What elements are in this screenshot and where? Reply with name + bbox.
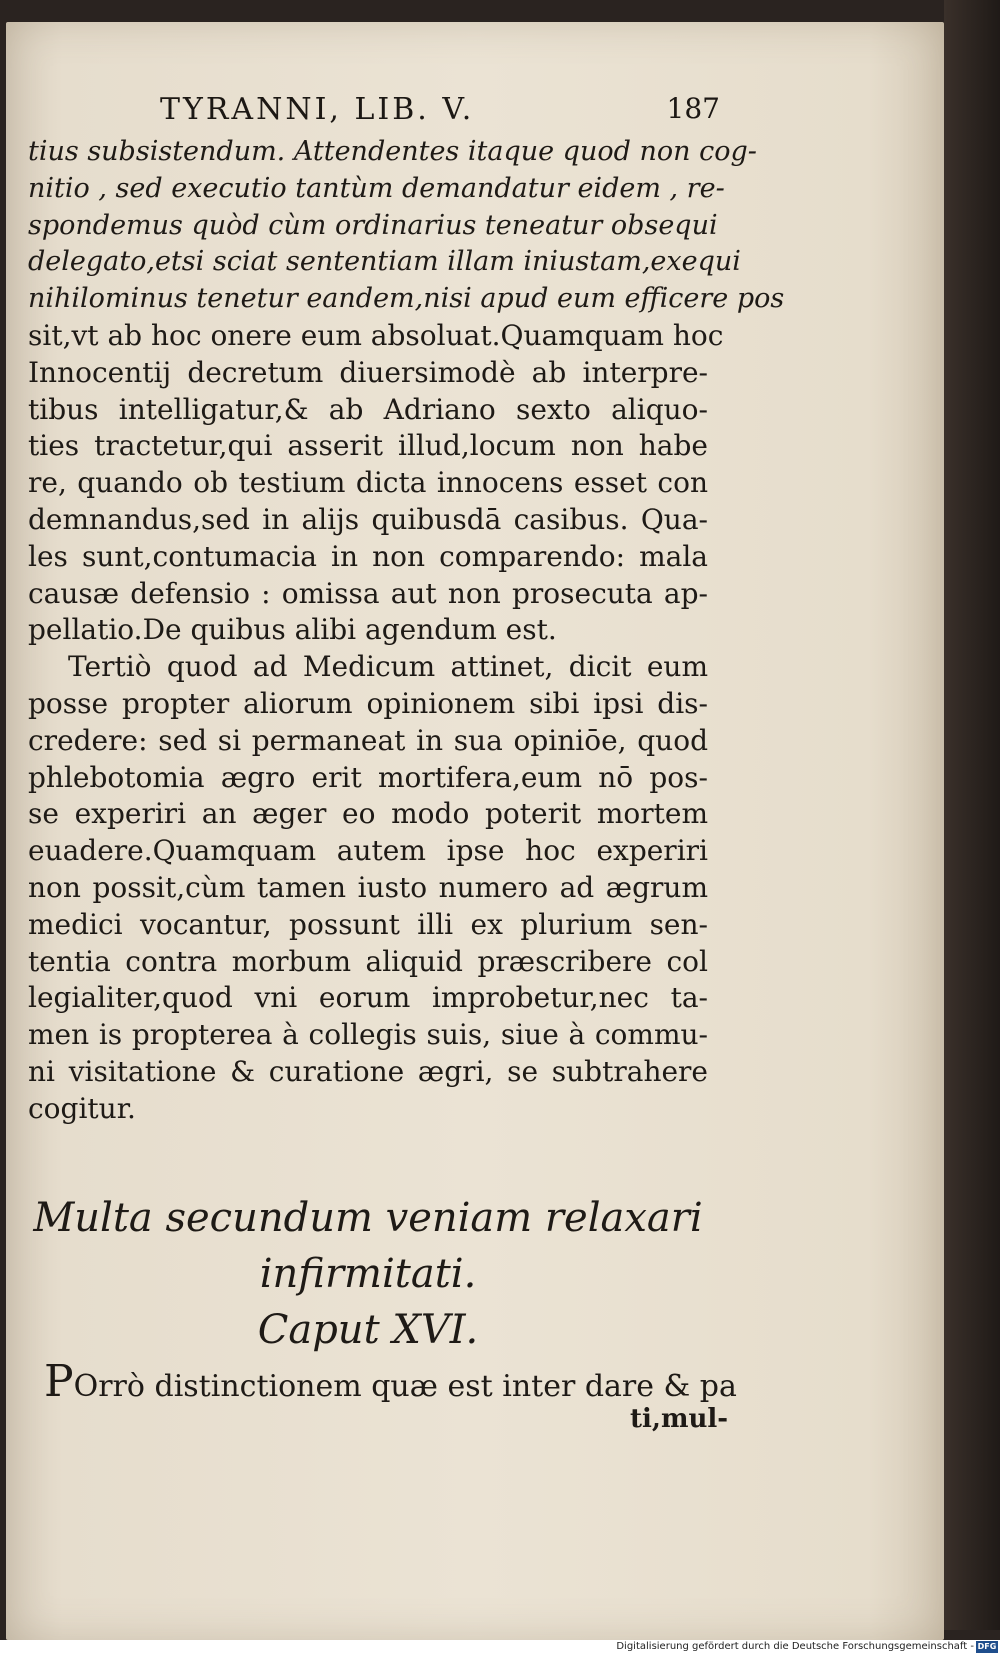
digitization-credit: Digitalisierung gefördert durch die Deutsche Forschungsgemeinschaft - (616, 1641, 974, 1652)
dfg-logo: DFG (977, 1642, 997, 1651)
text-line: demnandus,sed in alijs quibusdā casibus. Qua- (28, 502, 708, 536)
text-line: tius subsistendum. Attendentes itaque quod non cog- (28, 136, 757, 167)
text-line: nihilominus tenetur eandem,nisi apud eum efficere pos (28, 283, 785, 315)
text-line: cogitur. (28, 1091, 136, 1125)
chapter-opening-line (44, 1356, 737, 1407)
text-line: spondemus quòd cùm ordinarius teneatur obsequi (28, 209, 718, 241)
opening-line-text: Orrò distinctionem quæ est inter dare & pa (73, 1369, 737, 1404)
chapter-heading-line-2: infirmitati. (259, 1251, 477, 1297)
text-line: Innocentij decretum diuersimodè ab interpre- (28, 355, 708, 389)
scan-background-edge (944, 0, 1000, 1630)
running-head (160, 92, 720, 132)
chapter-heading (28, 1190, 708, 1358)
chapter-opening (44, 1356, 737, 1407)
text-line: medici vocantur, possunt illi ex plurium sen- (28, 907, 708, 941)
text-line: phlebotomia ægro erit mortifera,eum nō pos- (28, 760, 708, 794)
text-line: men is propterea à collegis suis, siue à commu- (28, 1018, 708, 1052)
running-title: TYRANNI, LIB. V. (160, 92, 475, 127)
initial-letter: P (44, 1356, 74, 1407)
chapter-number: Caput XVI. (257, 1307, 479, 1353)
text-line: pellatio.De quibus alibi agendum est. (28, 613, 557, 647)
text-line: Tertiò quod ad Medicum attinet, dicit eum (68, 650, 708, 684)
chapter-heading-line-1: Multa secundum veniam relaxari (33, 1195, 703, 1241)
text-line: tentia contra morbum aliquid præscribere col (28, 944, 708, 978)
text-line: delegato,etsi sciat sententiam illam iniustam,exequi (28, 246, 741, 278)
text-line: nitio , sed executio tantùm demandatur eidem , re- (28, 172, 725, 204)
text-line: re, quando ob testium dicta innocens esset con (28, 466, 708, 500)
text-line: se experiri an æger eo modo poterit mortem (28, 797, 708, 831)
text-line: euadere.Quamquam autem ipse hoc experiri (28, 834, 708, 868)
text-line: non possit,cùm tamen iusto numero ad ægrum (28, 870, 708, 904)
body-text (28, 134, 785, 1128)
text-line: posse propter aliorum opinionem sibi ipsi dis- (28, 686, 708, 720)
catchword: ti,mul- (630, 1404, 729, 1434)
text-line: tibus intelligatur,& ab Adriano sexto aliquo- (28, 392, 708, 426)
text-line: sit,vt ab hoc onere eum absoluat.Quamquam hoc (28, 318, 724, 352)
text-line: ties tractetur,qui asserit illud,locum non habe (28, 429, 708, 463)
text-line: legialiter,quod vni eorum improbetur,nec ta- (28, 981, 708, 1015)
text-line: credere: sed si permaneat in sua opiniōe, quod (28, 723, 708, 757)
text-line: ni visitatione & curatione ægri, se subtrahere (28, 1054, 708, 1088)
text-line: les sunt,contumacia in non comparendo: mala (28, 539, 708, 573)
page-number: 187 (666, 92, 720, 125)
text-line: causæ defensio : omissa aut non prosecuta ap- (28, 576, 708, 610)
